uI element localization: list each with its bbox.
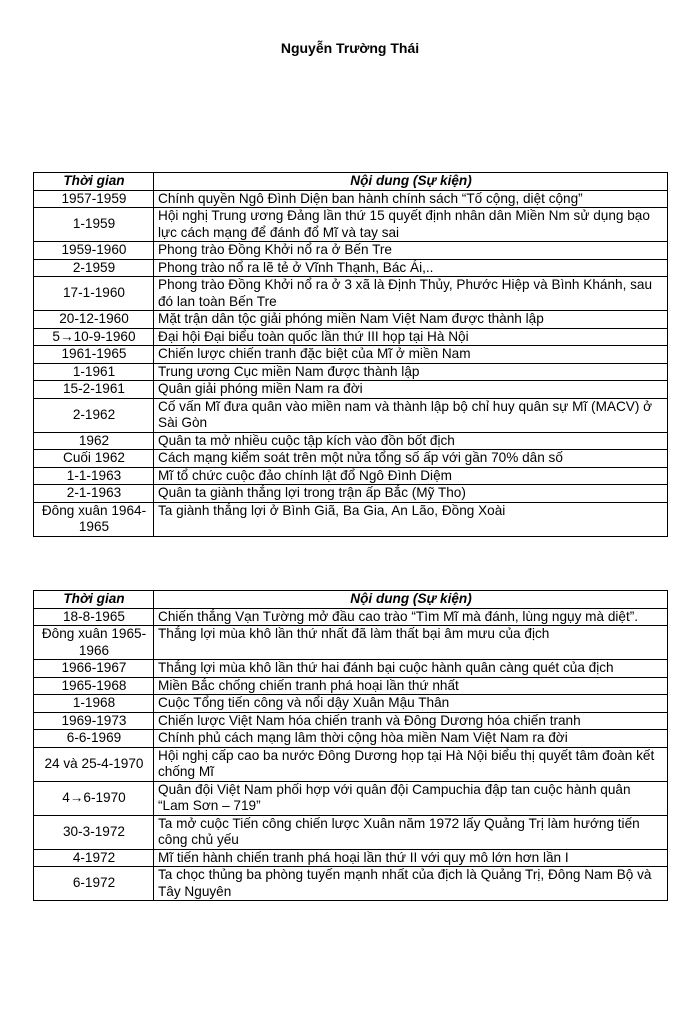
table-row	[34, 712, 668, 730]
table-row	[34, 849, 668, 867]
event-time: 18-8-1965	[34, 608, 154, 626]
event-time: 2-1-1963	[34, 485, 154, 503]
event-content: Thắng lợi mùa khô lần thứ nhất đã làm thất bại âm mưu của địch	[154, 626, 668, 660]
event-content: Cuộc Tổng tiến công và nổi dậy Xuân Mậu Thân	[154, 695, 668, 713]
table-row	[34, 677, 668, 695]
table-row	[34, 660, 668, 678]
event-time: 1959-1960	[34, 242, 154, 260]
event-time: 2-1962	[34, 398, 154, 432]
event-time: Cuối 1962	[34, 450, 154, 468]
event-content: Hội nghị cấp cao ba nước Đông Dương họp tại Hà Nội biểu thị quyết tâm đoàn kết chống Mĩ	[154, 747, 668, 781]
table-row	[34, 311, 668, 329]
author-name: Nguyễn Trường Thái	[280, 40, 420, 56]
event-time: 5→10-9-1960	[34, 328, 154, 346]
event-time: 30-3-1972	[34, 815, 154, 849]
table-row	[34, 242, 668, 260]
event-time: 1969-1973	[34, 712, 154, 730]
event-content: Mặt trận dân tộc giải phóng miền Nam Việt Nam được thành lập	[154, 311, 668, 329]
event-content: Quân ta giành thắng lợi trong trận ấp Bắc (Mỹ Tho)	[154, 485, 668, 503]
event-content: Quân đội Việt Nam phối hợp với quân đội Campuchia đập tan cuộc hành quân “Lam Sơn – 719”	[154, 781, 668, 815]
event-content: Ta mở cuộc Tiến công chiến lược Xuân năm 1972 lấy Quảng Trị làm hướng tiến công chủ yếu	[154, 815, 668, 849]
event-time: 1966-1967	[34, 660, 154, 678]
table-row	[34, 208, 668, 242]
table-row	[34, 485, 668, 503]
table-row	[34, 730, 668, 748]
event-time: 4→6-1970	[34, 781, 154, 815]
event-time: 4-1972	[34, 849, 154, 867]
table-row	[34, 781, 668, 815]
event-content: Hội nghị Trung ương Đảng lần thứ 15 quyết định nhân dân Miền Nm sử dụng bạo lực cách mạng để đánh đổ Mĩ và tay sai	[154, 208, 668, 242]
table-row	[34, 259, 668, 277]
table-row	[34, 432, 668, 450]
event-time: 1962	[34, 432, 154, 450]
event-content: Ta chọc thủng ba phòng tuyến mạnh nhất của địch là Quảng Trị, Đông Nam Bộ và Tây Nguyên	[154, 867, 668, 901]
event-time: 1-1-1963	[34, 467, 154, 485]
header-time: Thời gian	[34, 173, 154, 191]
table-row	[34, 695, 668, 713]
table-header-row	[34, 591, 668, 609]
event-content: Phong trào Đồng Khởi nổ ra ở 3 xã là Định Thủy, Phước Hiệp và Bình Khánh, sau đó lan toàn Bến Tre	[154, 277, 668, 311]
table-row	[34, 747, 668, 781]
table-row	[34, 467, 668, 485]
table-row	[34, 450, 668, 468]
event-content: Đại hội Đại biểu toàn quốc lần thứ III họp tại Hà Nội	[154, 328, 668, 346]
event-time: 6-6-1969	[34, 730, 154, 748]
event-time: 2-1959	[34, 259, 154, 277]
event-content: Phong trào nổ ra lẽ tẻ ở Vĩnh Thạnh, Bác Ái,..	[154, 259, 668, 277]
event-content: Quân giải phóng miền Nam ra đời	[154, 381, 668, 399]
table-row	[34, 363, 668, 381]
event-content: Chiến lược Việt Nam hóa chiến tranh và Đông Dương hóa chiến tranh	[154, 712, 668, 730]
event-content: Chính quyền Ngô Đình Diện ban hành chính sách “Tố cộng, diệt cộng”	[154, 190, 668, 208]
event-time: 1957-1959	[34, 190, 154, 208]
event-time: 1-1968	[34, 695, 154, 713]
table-row	[34, 190, 668, 208]
table-row	[34, 328, 668, 346]
event-content: Thắng lợi mùa khô lần thứ hai đánh bại cuộc hành quân càng quét của địch	[154, 660, 668, 678]
event-time: Đông xuân 1964-1965	[34, 502, 154, 536]
event-content: Cách mạng kiểm soát trên một nửa tổng số ấp với gần 70% dân số	[154, 450, 668, 468]
header-content: Nội dung (Sự kiện)	[154, 173, 668, 191]
table-row	[34, 867, 668, 901]
event-time: 1-1961	[34, 363, 154, 381]
header-content: Nội dung (Sự kiện)	[154, 591, 668, 609]
timeline-table-1	[33, 172, 668, 537]
table-row	[34, 815, 668, 849]
table-row	[34, 626, 668, 660]
event-time: 15-2-1961	[34, 381, 154, 399]
table-row	[34, 398, 668, 432]
event-time: 17-1-1960	[34, 277, 154, 311]
event-time: 6-1972	[34, 867, 154, 901]
event-content: Chiến thắng Vạn Tường mở đầu cao trào “Tìm Mĩ mà đánh, lùng ngụy mà diệt”.	[154, 608, 668, 626]
event-content: Chiến lược chiến tranh đặc biệt của Mĩ ở miền Nam	[154, 346, 668, 364]
event-content: Cố vấn Mĩ đưa quân vào miền nam và thành lập bộ chỉ huy quân sự Mĩ (MACV) ở Sài Gòn	[154, 398, 668, 432]
event-time: 1961-1965	[34, 346, 154, 364]
event-content: Phong trào Đồng Khởi nổ ra ở Bến Tre	[154, 242, 668, 260]
timeline-table-2	[33, 590, 668, 901]
event-time: Đông xuân 1965-1966	[34, 626, 154, 660]
event-content: Mĩ tổ chức cuộc đảo chính lật đổ Ngô Đình Diệm	[154, 467, 668, 485]
table-row	[34, 277, 668, 311]
event-content: Trung ương Cục miền Nam được thành lập	[154, 363, 668, 381]
table-row	[34, 346, 668, 364]
event-time: 24 và 25-4-1970	[34, 747, 154, 781]
event-content: Miền Bắc chống chiến tranh phá hoại lần thứ nhất	[154, 677, 668, 695]
event-content: Quân ta mở nhiều cuộc tập kích vào đồn bốt địch	[154, 432, 668, 450]
event-content: Ta giành thắng lợi ở Bình Giã, Ba Gia, An Lão, Đồng Xoài	[154, 502, 668, 536]
table-header-row	[34, 173, 668, 191]
event-content: Mĩ tiến hành chiến tranh phá hoại lần thứ II với quy mô lớn hơn lần I	[154, 849, 668, 867]
event-time: 1965-1968	[34, 677, 154, 695]
table-row	[34, 502, 668, 536]
event-time: 20-12-1960	[34, 311, 154, 329]
table-row	[34, 608, 668, 626]
event-time: 1-1959	[34, 208, 154, 242]
table-row	[34, 381, 668, 399]
event-content: Chính phủ cách mạng lâm thời cộng hòa miền Nam Việt Nam ra đời	[154, 730, 668, 748]
header-time: Thời gian	[34, 591, 154, 609]
